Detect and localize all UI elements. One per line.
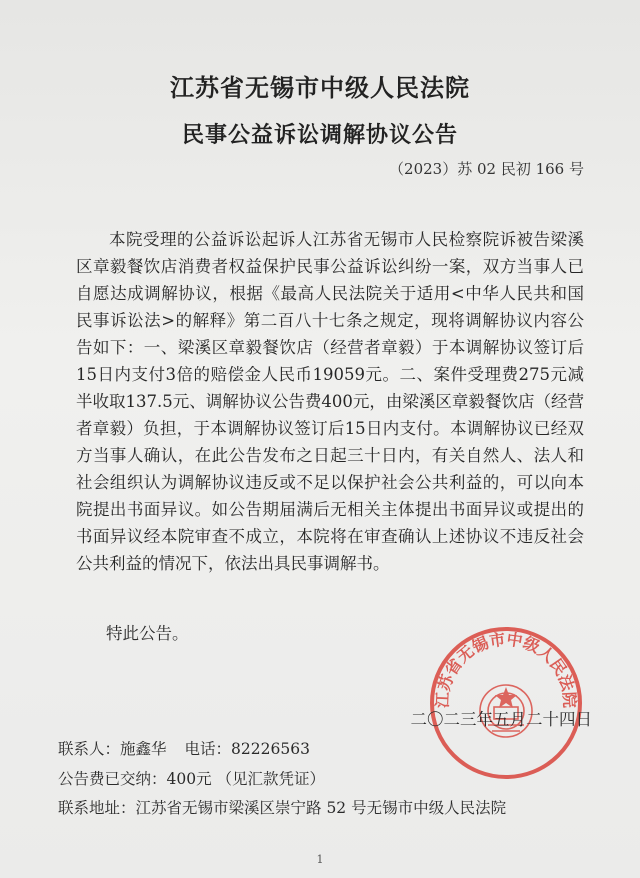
contact-label: 联系人： bbox=[58, 740, 121, 758]
court-name: 江苏省无锡市中级人民法院 bbox=[170, 73, 470, 102]
page-number: 1 bbox=[316, 853, 324, 866]
issue-date: 二〇二三年五月二十四日 bbox=[410, 710, 592, 729]
address-value: 江苏省无锡市梁溪区崇宁路 52 号无锡市中级人民法院 bbox=[135, 799, 507, 817]
document-title: 民事公益诉讼调解协议公告 bbox=[181, 122, 458, 148]
fee-line bbox=[58, 767, 325, 789]
case-number: （2023）苏 02 民初 166 号 bbox=[389, 160, 584, 178]
address-label: 联系地址： bbox=[58, 799, 136, 817]
court-seal-icon bbox=[428, 625, 584, 781]
closing-line: 特此公告。 bbox=[106, 624, 189, 643]
fee-value: 400元 （见汇款凭证） bbox=[166, 770, 326, 788]
phone-number: 82226563 bbox=[231, 740, 310, 758]
announcement-body: 本院受理的公益诉讼起诉人江苏省无锡市人民检察院诉被告梁溪区章毅餐饮店消费者权益保护民事公益诉讼纠纷一案，双方当事人已自愿达成调解协议，根据《最高人民法院关于适用<中华人民共和国民事诉讼法>的解释》第二百八十七条之规定，现将调解协议内容公告如下：一、梁溪区章毅餐饮店（经营者章毅）于本调解协议签订后15日内支付3倍的赔偿金人民币19059元。二、案件受理费275元减半收取137.5元、调解协议公告费400元，由梁溪区章毅餐饮店（经营者章毅）负担，于本调解协议签订后15日内支付。本调解协议已经双方当事人确认，在此公告发布之日起三十日内，有关自然人、法人和社会组织认为调解协议违反或不足以保护社会公共利益的，可以向本院提出书面异议。如公告期届满后无相关主体提出书面异议或提出的书面异议经本院审查不成立，本院将在审查确认上述协议不违反社会公共利益的情况下，依法出具民事调解书。 bbox=[76, 230, 584, 573]
contact-name: 施鑫华 bbox=[120, 740, 167, 758]
phone-label: 电话： bbox=[184, 740, 232, 758]
seal-text: 江苏省无锡市中级人民法院 bbox=[432, 629, 580, 709]
contact-line bbox=[58, 737, 310, 759]
address-line bbox=[58, 796, 506, 818]
fee-label: 公告费已交纳： bbox=[58, 770, 167, 788]
